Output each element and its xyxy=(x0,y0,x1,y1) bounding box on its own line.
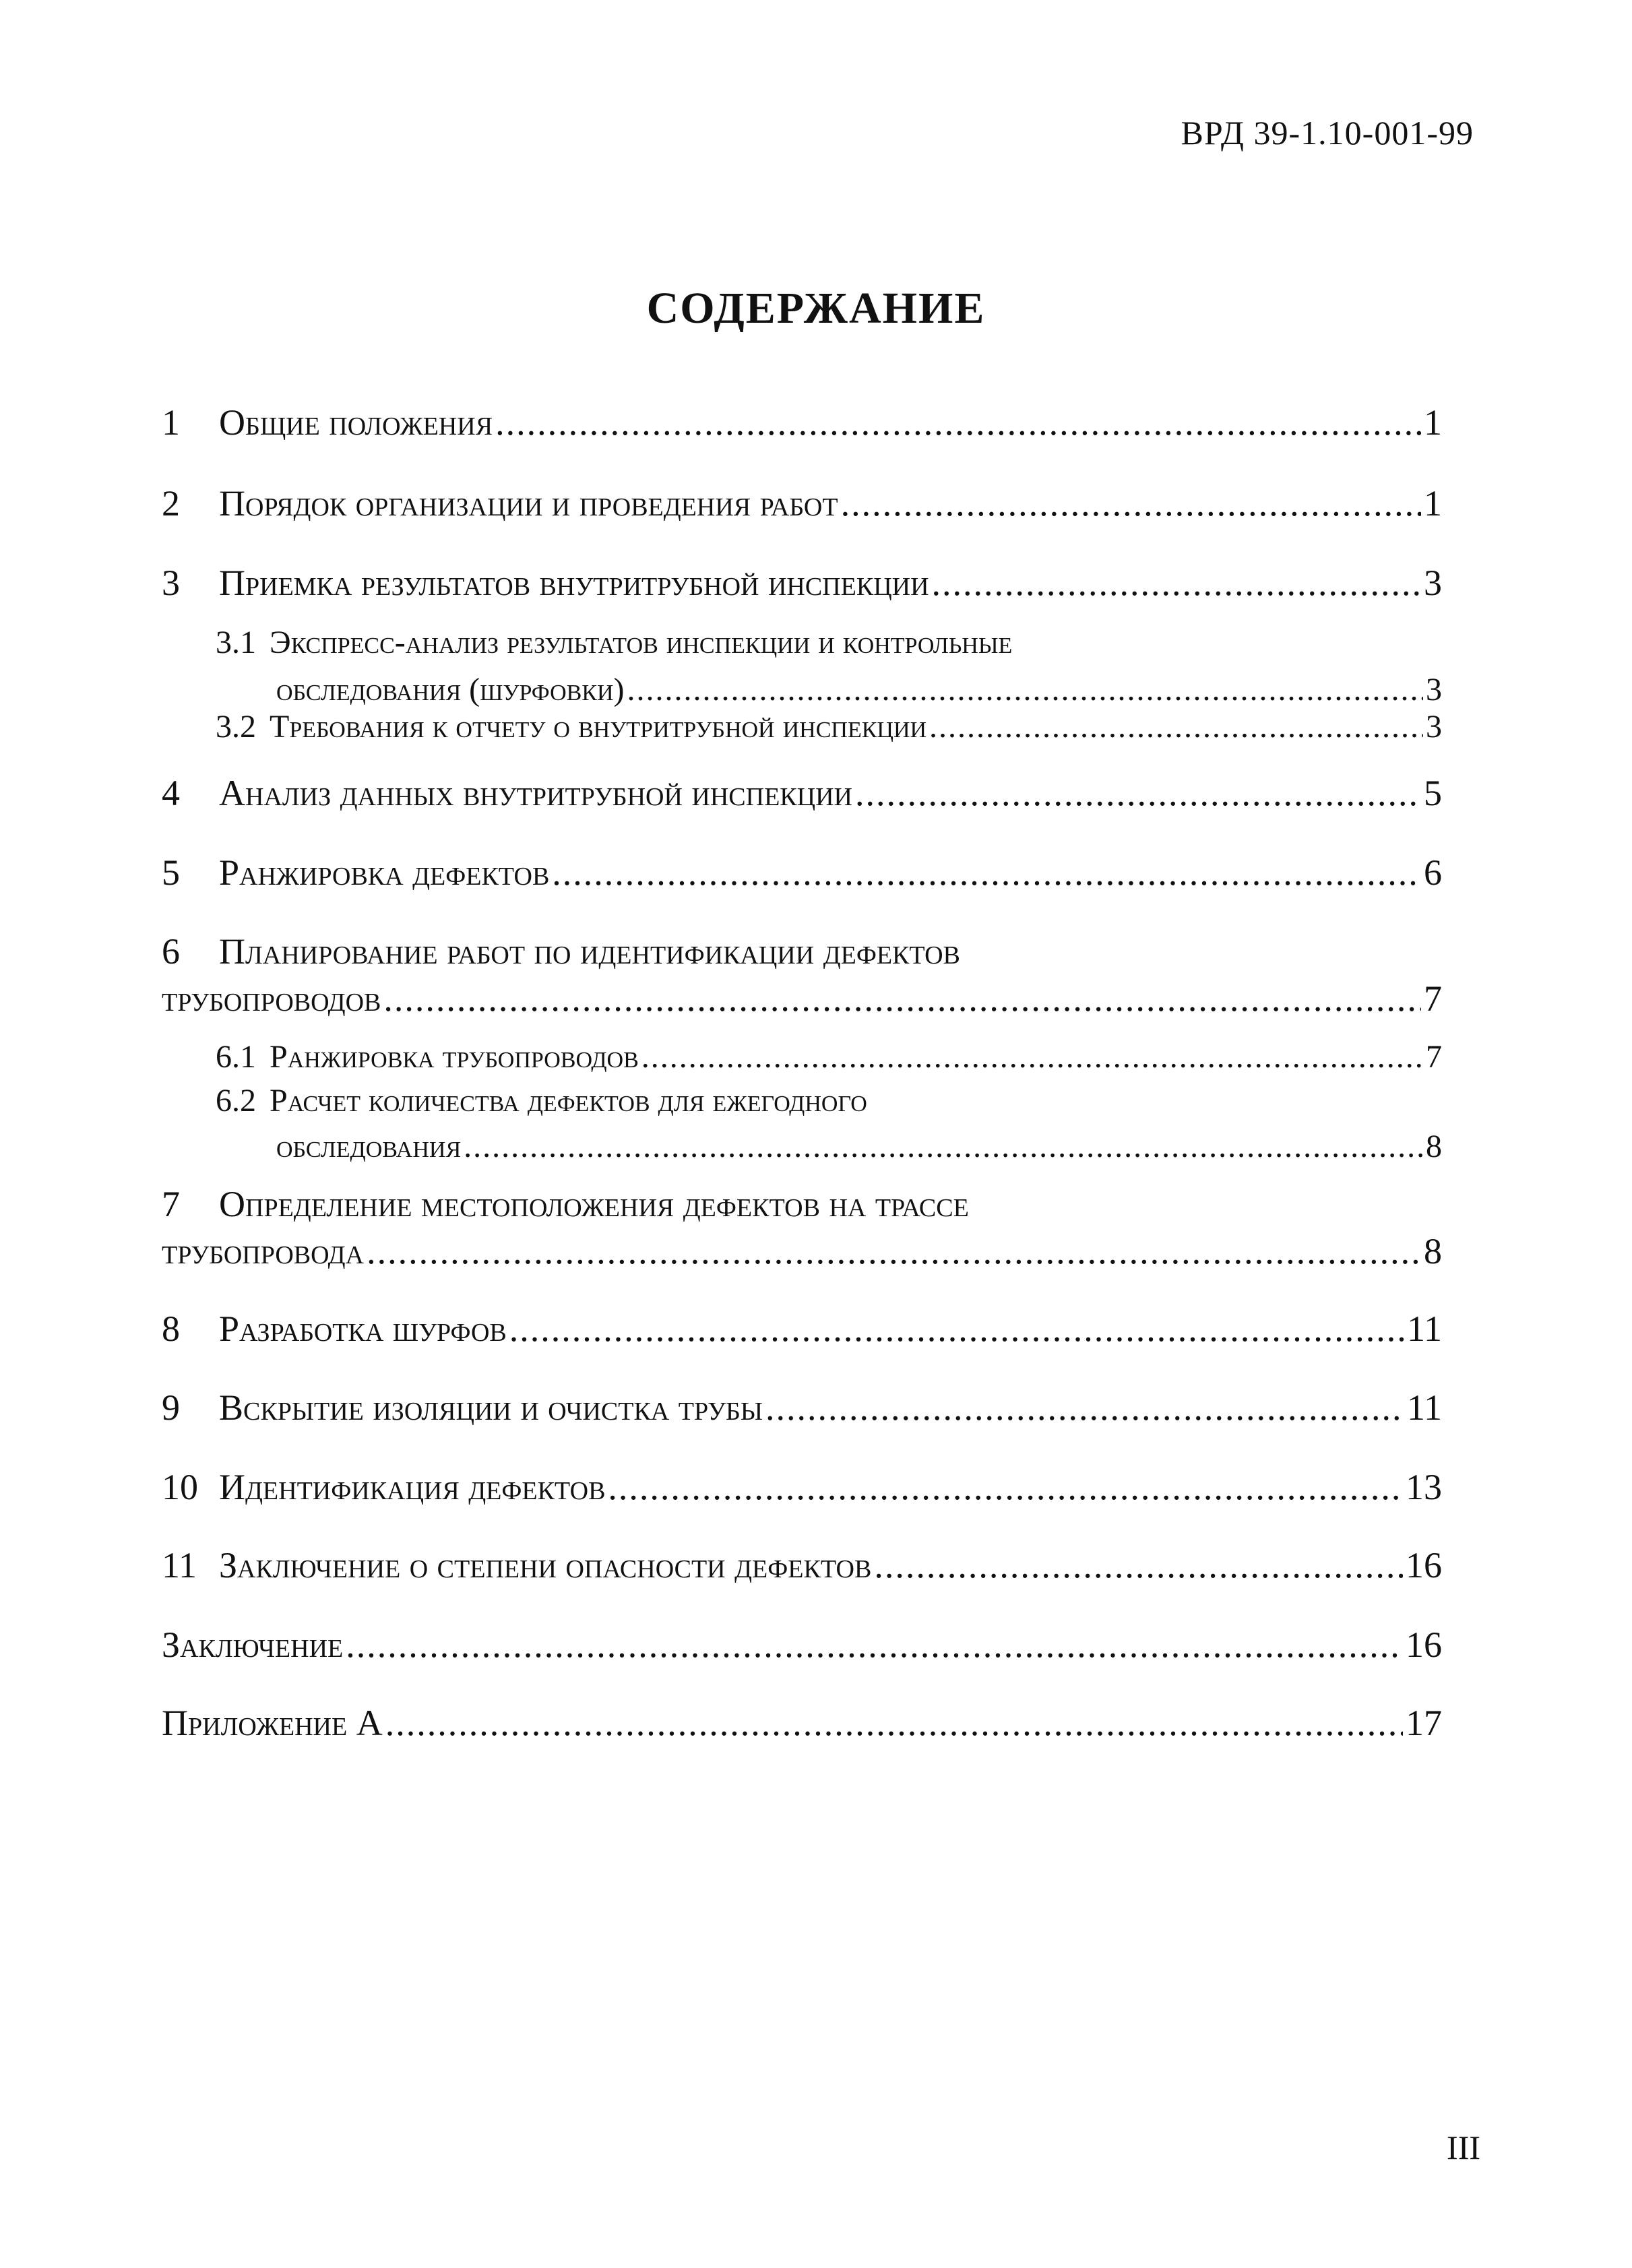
toc-number: 10 xyxy=(162,1467,198,1507)
toc-label-line1: Определение местоположения дефектов на трассе xyxy=(219,1184,969,1224)
toc-leader xyxy=(509,1311,1404,1347)
toc-label: Требования к отчету о внутритрубной инспекции xyxy=(270,709,927,745)
toc-page: 6 xyxy=(1424,852,1442,893)
toc-page: 1 xyxy=(1424,483,1442,524)
toc-number: 1 xyxy=(162,402,180,443)
toc-page: 16 xyxy=(1406,1545,1442,1585)
toc-page: 17 xyxy=(1406,1703,1442,1743)
toc-label: Идентификация дефектов xyxy=(219,1467,606,1507)
toc-leader xyxy=(855,775,1421,811)
toc-label: Ранжировка трубопроводов xyxy=(270,1039,639,1075)
toc-number: 6.1 xyxy=(216,1039,256,1075)
toc-number: 8 xyxy=(162,1309,180,1349)
toc-page: 11 xyxy=(1407,1309,1442,1349)
toc-entry-3[interactable] xyxy=(162,565,1442,601)
toc-number: 3 xyxy=(162,563,180,603)
page-number: III xyxy=(1447,2129,1480,2166)
toc-number: 6 xyxy=(162,931,180,972)
toc-number: 2 xyxy=(162,483,180,524)
toc-label: Ранжировка дефектов xyxy=(219,852,550,893)
toc-label: Приложение А xyxy=(162,1703,383,1743)
toc-entry-conclusion[interactable] xyxy=(162,1627,1442,1663)
page-title: СОДЕРЖАНИЕ xyxy=(646,284,986,333)
toc-number: 3.1 xyxy=(216,625,256,660)
toc-leader xyxy=(627,674,1423,706)
toc-page: 7 xyxy=(1426,1039,1442,1075)
toc-label-line2: трубопроводов xyxy=(162,978,381,1019)
toc-label: Заключение о степени опасности дефектов xyxy=(219,1545,872,1585)
toc-page: 11 xyxy=(1407,1387,1442,1428)
toc-leader xyxy=(932,565,1421,601)
toc-entry-7[interactable] xyxy=(162,1186,1442,1269)
toc-label: Приемка результатов внутритрубной инспекции xyxy=(219,563,929,603)
toc-entry-8[interactable] xyxy=(162,1311,1442,1347)
toc-label-line1: Планирование работ по идентификации дефектов xyxy=(219,931,960,972)
toc-leader xyxy=(346,1627,1403,1663)
toc-leader xyxy=(495,404,1421,441)
document-code: ВРД 39-1.10-001-99 xyxy=(1181,114,1474,152)
toc-page: 13 xyxy=(1406,1467,1442,1507)
toc-leader xyxy=(464,1131,1423,1163)
toc-page: 1 xyxy=(1424,402,1442,443)
toc-page: 7 xyxy=(1424,978,1442,1019)
toc-label: Анализ данных внутритрубной инспекции xyxy=(219,773,852,813)
toc-entry-9[interactable] xyxy=(162,1389,1442,1426)
toc-leader xyxy=(641,1041,1423,1073)
toc-page: 3 xyxy=(1424,563,1442,603)
toc-label: Порядок организации и проведения работ xyxy=(219,483,838,524)
toc-leader xyxy=(552,854,1421,891)
toc-label: Общие положения xyxy=(219,402,493,443)
toc-leader xyxy=(765,1389,1404,1426)
toc-label-line2: обследования (шурфовки) xyxy=(276,672,625,707)
toc-number: 5 xyxy=(162,852,180,893)
toc-page: 3 xyxy=(1426,709,1442,745)
toc-entry-1[interactable] xyxy=(162,404,1442,441)
toc-number: 3.2 xyxy=(216,709,256,745)
toc-leader xyxy=(608,1469,1403,1505)
toc-entry-5[interactable] xyxy=(162,854,1442,891)
toc-leader xyxy=(929,711,1423,743)
toc-leader xyxy=(385,1705,1403,1741)
toc-number: 11 xyxy=(162,1545,197,1585)
toc-number: 9 xyxy=(162,1387,180,1428)
toc-entry-appendix[interactable] xyxy=(162,1705,1442,1741)
toc-entry-2[interactable] xyxy=(162,485,1442,522)
toc-label: Заключение xyxy=(162,1625,344,1665)
toc-number: 6.2 xyxy=(216,1083,256,1119)
toc-entry-10[interactable] xyxy=(162,1469,1442,1505)
toc-leader xyxy=(874,1547,1403,1583)
toc-label: Разработка шурфов xyxy=(219,1309,507,1349)
toc-entry-3-1[interactable] xyxy=(216,627,1442,706)
toc-number: 4 xyxy=(162,773,180,813)
toc-label: Вскрытие изоляции и очистка трубы xyxy=(219,1387,763,1428)
toc-page: 8 xyxy=(1424,1231,1442,1271)
toc-entry-11[interactable] xyxy=(162,1547,1442,1583)
toc-leader xyxy=(841,485,1421,522)
toc-entry-4[interactable] xyxy=(162,775,1442,811)
toc-label-line2: трубопровода xyxy=(162,1231,365,1271)
toc-leader xyxy=(383,980,1421,1017)
toc-entry-6[interactable] xyxy=(162,933,1442,1017)
toc-entry-6-1[interactable] xyxy=(216,1041,1442,1073)
toc-page: 8 xyxy=(1426,1129,1442,1164)
toc-page: 16 xyxy=(1406,1625,1442,1665)
toc-entry-3-2[interactable] xyxy=(216,711,1442,743)
toc-label-line1: Экспресс-анализ результатов инспекции и контрольные xyxy=(270,625,1013,660)
toc-page: 3 xyxy=(1426,672,1442,707)
toc-page: 5 xyxy=(1424,773,1442,813)
toc-leader xyxy=(367,1233,1421,1269)
toc-label-line2: обследования xyxy=(276,1129,462,1164)
toc-number: 7 xyxy=(162,1184,180,1224)
toc-entry-6-2[interactable] xyxy=(216,1085,1442,1163)
toc-label-line1: Расчет количества дефектов для ежегодного xyxy=(270,1083,867,1119)
